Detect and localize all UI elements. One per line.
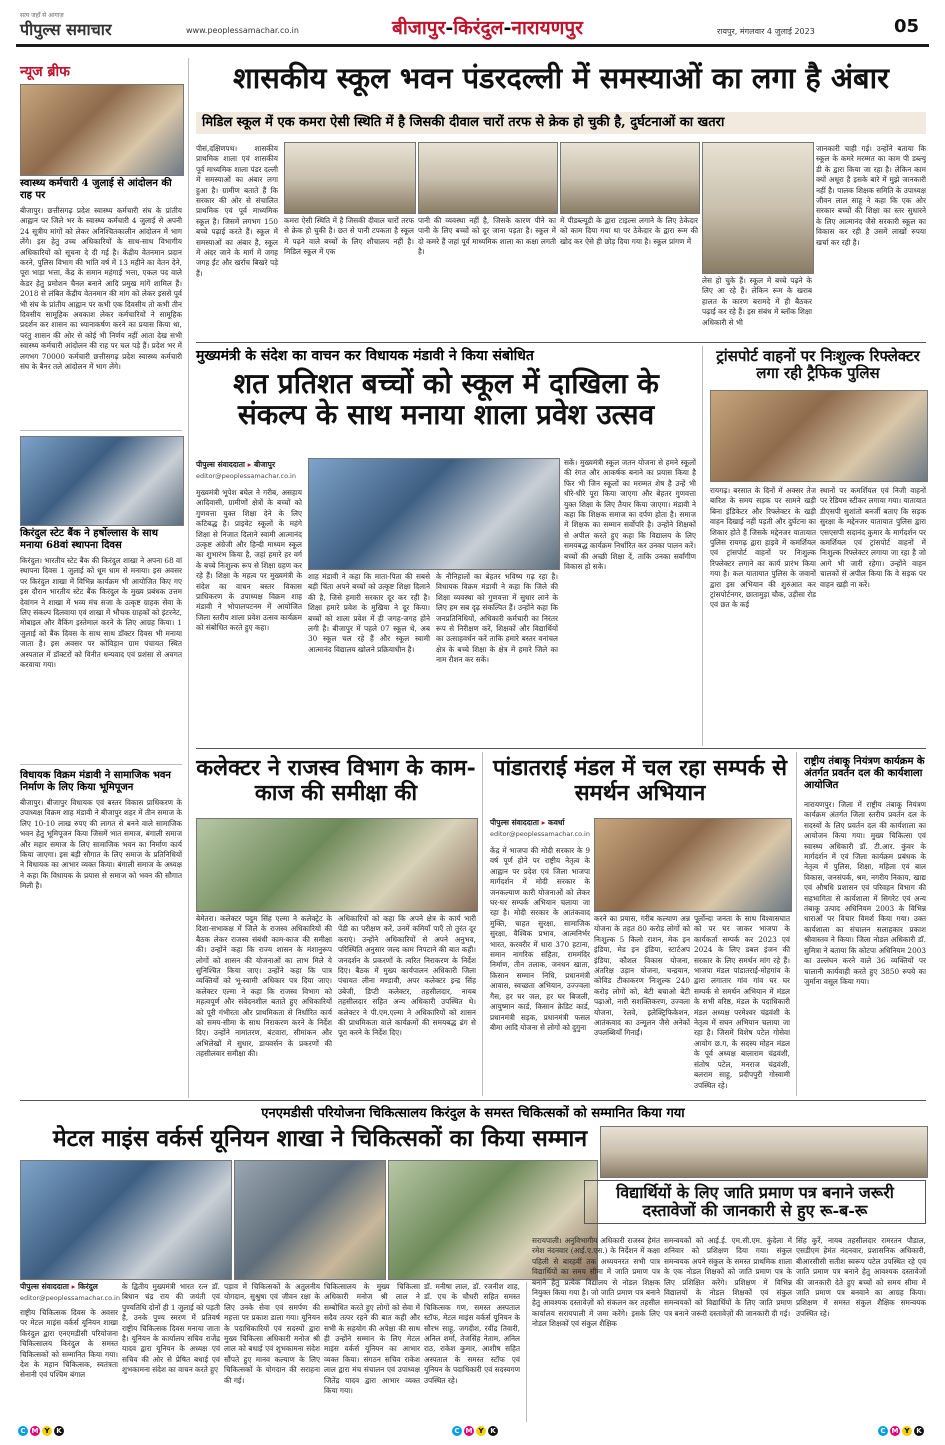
nmdc-photo-2	[234, 1160, 386, 1280]
lead-deck: मिडिल स्कूल में एक कमरा ऐसी स्थिति में है जिसकी दीवाल चारों तरफ से क्रेक हो चुकी है, दुर्घटनाओं का खतरा	[196, 112, 926, 134]
nmdc-headline: मेटल माइंस वर्कर्स यूनियन शाखा ने चिकित्सकों का किया सम्मान	[52, 1125, 588, 1152]
utsav-photo	[308, 458, 560, 570]
jati-col-1: सरायपाली। अनुविभागीय अधिकारी राजस्व हेमंत रमेश नंदनवार (आई.ए.एस.) के निर्देशन में कक्षा पहिली से बारहवीं तक अध्ययनरत सभी पात्र विद्यार्थियों का समय सीमा में जाति प्रमाण पत्र बनाने हेतु प्रत्येक विद्यालय से नोडल शिक्षक नियुक्त किया गया है। जो जाति प्रमाण पत्र बनाने हेतु आवश्यक दस्तावेज़ों को संकलन कर तहसील कार्यालय सरायपाली में जमा करेंगे। इसके लिए नोडल शिक्षकों एवं संकुल शैक्षिक	[532, 1236, 660, 1329]
nmdc-col-5: डॉ. मनीषा लाल, डॉ. रजनीश शाह, डॉ. एच के चौधरी सहित समस्त चिकित्सक गण, समस्त अस्पताल स्टॉफ, मेटल माइंस वर्कर्स यूनियन के सौरभ साहू, जगदीश, रवींद्र तिवारी, अनिल शर्मा, तेजसिंह नेताम, अनिल राठ, राकेश कुमार, आशीष सहित अस्पताल के समस्त स्टॉफ एवं यूनियन के पदाधिकारी एवं सदस्यगण उपस्थित रहे।	[424, 1282, 520, 1385]
traffic-col-2: स्थानों पर कमर्शियल एवं निजी वाहनों पर रेडियम स्टीकर लगाया गया। यातायात डीएसपी सुशांतो बनर्जी बताए कि सड़क सुरक्षा के मद्देनजर यातायात पुलिस द्वारा एसएसपी सदानंद कुमार के मार्गदर्शन पर कमर्शियल एवं ट्रांसपोर्ट वाहनों में निःशुल्क रिफ्लेक्टर लगाया जा रहा है जो आगे भी जारी रहेगा। उन्होंने वाहन चालकों से अपील किया कि वे सड़क पर वाहन खड़ी ना करें।	[820, 486, 926, 589]
brief-1-text: बीजापुर। छत्तीसगढ़ प्रदेश स्वास्थ्य कर्मचारी संघ के प्रांतीय आह्वान पर जिले भर के स्वास्थ्य कर्मचारी 4 जुलाई से अपनी 24 सूत्रीय मांगों को लेकर अनिश्चितकालीन आंदोलन में भाग लेंगे। इस हेतु उच्च अधिकारियों के साथ-साथ विभागीय अधिकारियों को सूचना दे दी गई है। केंद्रीय वेतनमान प्रदान करने, पुलिस विभाग की भांति वर्ष में 13 महीने का वेतन देने, पूरा भाड़ा भत्ता, केंद्र के समान महंगाई भत्ता, एकल पद वाले केडर हेतु प्रमोशन चैनल बनाने आदि प्रमुख मांगें शामिल हैं। 2018 से लंबित केंद्रीय वेतनमान की मांग को लेकर इससे पूर्व भी संघ के प्रांतीय आह्वान पर कभी एक दिवसीय तो कभी तीन दिवसीय सामूहिक अवकाश लेकर कर्मचारियों ने सामूहिक प्रदर्शन कर शासन का ध्यानाकर्षण करने का प्रयास किया था, परंतु शासन की ओर से कोई भी निर्णय नहीं आता देख सभी स्वास्थ्य कर्मचारी आंदोलन की राह पर चल पड़े हैं। प्रदेश भर में लगभग 70000 कर्मचारी छत्तीसगढ़ प्रदेश स्वास्थ्य कर्मचारी संघ के बैनर तले आंदोलन में भाग लेंगे।	[20, 206, 182, 372]
utsav-col-2: शाह मंडावी ने कहा कि माता-पिता की सबसे बड़ी चिंता अपने बच्चों को उत्कृष्ट शिक्षा दिलाने की है, जिसे हमारी सरकार दूर कर रही है। शिक्षा हमारे प्रवेश के मुखिया ने दूर किया। बच्चों को शाला प्रवेश में ही जगह-जगह होने लगी है। बीजापुर में पहले 07 स्कूल थे, अब 30 स्कूल चल रहे हैं और स्कूल स्वामी आत्मानंद विद्यालय खोलने प्रक्रियाधीन है।	[308, 572, 430, 654]
collector-col-2: अधिकारियों को कहा कि अपने क्षेत्र के कार्य भारी पेंडी का परीक्षण करें, उनमें कमियाँ पाएँ तो तुरंत दूर कराएं। उन्होंने अधिकारियों से अपने अनुभव, परिस्थिति अनुसार जल्द काम निपटाने की बात कही। जनदर्शन के प्रकरणों के त्वरित निराकरण के निर्देश दिए। बैठक में मुख्य कार्यपालन अधिकारी जिला पंचायत लीना मण्डावी, अपर कलेक्टर इन्द्र सिंह उबेजी, डिप्टी कलेक्टर, तहसीलदार, नायब तहसीलदार सहित अन्य अधिकारी उपस्थित थे। कलेक्टर ने पी.एम.एल्मा ने अधिकारियों को शासन की प्राथमिकता वाले कार्यक्रमों की समयबद्ध ढंग से पूरा करने के निर्देश दिए।	[338, 914, 476, 1038]
cmyk-k-icon: K	[54, 1426, 64, 1436]
lead-headline: शासकीय स्कूल भवन पंडरदल्ली में समस्याओं का लगा है अंबार	[233, 61, 889, 95]
sampark-byline	[490, 818, 564, 828]
mid-rule	[196, 748, 926, 749]
column-rule-left	[188, 58, 189, 1098]
edition-part3: नारायणपुर	[511, 17, 583, 39]
cmyk-m-icon: M	[31, 1427, 39, 1435]
utsav-byline-place: बीजापुर	[253, 460, 276, 469]
sampark-byline-place: कवर्धा	[547, 818, 565, 827]
lead-photo-4	[702, 142, 814, 274]
brief-photo-2	[20, 436, 184, 526]
column-rule-jati	[526, 1282, 527, 1422]
lead-col-2: कमरा ऐसी स्थिति में है जिसकी दीवाल चारों तरफ से क्रेक हो चुकी है। छत से पानी टपकता है स्कूल में पढ़ने वाले बच्चों के लिए शौचालय नहीं है। मिडिल स्कूल में एक	[284, 216, 414, 257]
brief-2-title: किरंदुल स्टेट बैंक ने हर्षोल्लास के साथ मनाया 68वां स्थापना दिवस	[20, 528, 158, 551]
cmyk-m-icon: M	[891, 1427, 899, 1435]
registration-mark-left	[18, 1426, 64, 1436]
cmyk-c-icon: C	[18, 1426, 28, 1436]
narayanpur-text: नारायणपुर। जिला में राष्ट्रीय तंबाकू नियंत्रण कार्यक्रम अंतर्गत जिला स्तरीय प्रवर्तन दल के सदस्यों के लिए प्रवर्तन दल की कार्यशाला का आयोजन किया गया। मुख्य चिकित्सा एवं स्वास्थ्य अधिकारी डॉ. टी.आर. कुंवर के मार्गदर्शन में एवं जिला कार्यक्रम प्रबंधक के नेतृत्व में पुलिस, शिक्षा, महिला एवं बाल विकास, जनसंपर्क, श्रम, नगरीय निकाय, खाद्य एवं औषधि प्रशासन एवं परिवहन विभाग की सहभागिता से कार्यशाला में सिगरेट एवं अन्य तंबाकू उत्पाद अधिनियम 2003 के विभिन्न धाराओं पर विचार विमर्श किया गया। उक्त कार्यशाला का संचालन सलाहकार प्रकाश श्रीवास्तव ने किया। जिला नोडल अधिकारी डॉ. सुमित्रा ने बताया कि कोटपा अधिनियम 2003 का उल्लंघन करने वाले 36 व्यक्तियों पर चालानी कार्यवाही करते हुए 3850 रुपये का जुर्माना वसूल किया गया।	[804, 800, 926, 986]
cmyk-c-icon: C	[452, 1426, 462, 1436]
utsav-col-3: के नौनिहालों का बेहतर भविष्य गढ़ रहा है। विधायक विक्रम मंडावी ने कहा कि जिले की शिक्षा व्यवस्था को गुणवत्ता में सुधार लाने के लिए हम सब दृढ़ संकल्पित हैं। उन्होंने कहा कि जनप्रतिनिधियों, अधिकारी कर्मचारी का निरंतर रूप से निरीक्षण करें, शिक्षकों और विद्यार्थियों का उत्साहवर्धन करें ताकि हमारे बस्तर वनांचल क्षेत्र के बच्चे शिक्षा के क्षेत्र में हमारे जिले का नाम रौशन कर सकें।	[436, 572, 558, 665]
utsav-kicker: मुख्यमंत्री के संदेश का वाचन कर विधायक मंडावी ने किया संबोधित	[196, 348, 534, 364]
jati-col-3: सिंह कुर्रे, नायब तहसीलदार रामरतन पौडाल, एसडीएम हेमंत नंदनवार, प्रशासनिक अधिकारी, बीआरसीसी सतीश स्वरूप पटेल उपस्थित रहे एवं जाति प्रमाण पत्र बनाने हेतु आवश्यक दस्तावेजों की जानकारी देते हुए बच्चों को समय सीमा में जाति प्रमाण पत्र बनवाने का आग्रह किया। प्रशिक्षण में समस्त संकुल शैक्षिक समन्वयक उपस्थित रहे।	[796, 1236, 926, 1318]
jati-headline: विद्यार्थियों के लिए जाति प्रमाण पत्र बनाने जरूरी दस्तावेजों की जानकारी से हुए रू-ब-रू	[584, 1180, 926, 1224]
sampark-headline: पांडातराई मंडल में चल रहा सम्पर्क से समर्थन अभियान	[492, 755, 788, 806]
cmyk-k-icon: K	[488, 1426, 498, 1436]
nmdc-byline	[20, 1282, 98, 1292]
collector-headline: कलेक्टर ने राजस्व विभाग के काम-काज की समीक्षा की	[196, 755, 476, 806]
jati-photo	[600, 1126, 928, 1178]
jati-col-2: समन्वयकों को आई.ई. एम.सी.एम. कुंदेला में शनिवार को प्रशिक्षण दिया गया। संकुल समन्वयक अपने संकुल के समस्त प्राथमिक शाला के एक नोडल शिक्षकों को जाति प्रमाण पत्र के लिए प्रशिक्षित करेंगे। प्रशिक्षण में विभिन्न विद्यालयों के नोडल शिक्षकों एवं संकुल समन्वयकों को विद्यार्थियों के लिए जाति प्रमाण पत्र बनाने जरूरी दस्तावेज़ों की जानकारी दी गई।	[664, 1236, 792, 1318]
sampark-photo	[594, 818, 792, 912]
masthead-rule	[16, 44, 929, 47]
edition-separator-1: -	[445, 17, 454, 39]
traffic-headline: ट्रांसपोर्ट वाहनों पर निःशुल्क रिफ्लेक्टर लगा रही ट्रैफिक पुलिस	[716, 347, 920, 382]
column-rule-traffic	[702, 346, 703, 746]
brief-divider-2	[20, 764, 182, 765]
utsav-byline-name: पीपुल्स संवाददाता	[196, 460, 245, 469]
nmdc-col-4: चिकित्सालय के मुख्य चिकित्सा अधिकारी मनोज श्री लाल ने सम्बोधित करते हुए लोगों को सेवा में सदैव तत्पर रहने की बात कही और सभी के सहयोग की अपेक्षा की साथ ही उन्होंने सम्मान के लिए मेटल माइंस वर्कर्स यूनियन का आभार व्यक्त किया। संगठन सचिव राकेश लाल द्वारा मंच संचालन एवं उपाध्यक्ष जितेंद्र यादव द्वारा आभार व्यक्त किया गया।	[324, 1282, 420, 1396]
lead-col-4: में पीडब्ल्यूडी के द्वारा टाइल्स लगाने के लिए ठेकेदार को काम दिया गया था पर ठेकेदार के द्वारा रूम की खोद कर ऐसे ही छोड़ दिया गया है। स्कूल प्रांगण में	[560, 216, 698, 246]
edition-part2: किरंदुल	[453, 17, 504, 39]
sampark-email: editor@peoplessamachar.co.in	[490, 830, 590, 838]
collector-photo	[196, 818, 478, 912]
collector-col-1: बेमेतरा। कलेक्टर पदुम सिंह एल्मा ने कलेक्ट्रेट के दिशा-सभाकक्ष में जिले के राजस्व अधिकारियों की बैठक लेकर राजस्व संबंधी काम-काज की समीक्षा की। उन्होंने कहा कि राज्य शासन के मंशानुरूप लोगों को शासन की योजनाओं का लाभ मिले ये सुनिश्चित किया जाए। उन्होंने कहा कि पात्र व्यक्तियों को भू-स्वामी अधिकार पत्र दिया जाए। कलेक्टर एल्मा ने कहा कि राजस्व विभाग को महत्वपूर्ण और संवेदनशील बताते हुए अधिकारियों को पूरी गंभीरता और प्राथमिकता से निर्धारित कार्य को समय-सीमा के साथ निराकरण करने के निर्देश दिए। उन्होंने नामांतरण, बंटवारा, सीमांकन और अभिलेखों में सुधार, डायवर्सन के प्रकरणों की तहसीलवार समीक्षा की।	[196, 914, 332, 1059]
column-rule-sampark	[482, 752, 483, 1096]
brief-photo-1	[20, 84, 184, 176]
narayanpur-headline: राष्ट्रीय तंबाकू नियंत्रण कार्यक्रम के अंतर्गत प्रवर्तन दल की कार्यशाला आयोजित	[804, 756, 925, 791]
nmdc-byline-name: पीपुल्स संवाददाता	[20, 1282, 69, 1291]
utsav-col-4: सकें। मुख्यमंत्री स्कूल जतन योजना से हमने स्कूलों की रंगत और आकर्षक बनाने का प्रयास किया है फिर भी जिन स्कूलों का मरम्मत शेष है उन्हें भी धीरे-धीरे पूरा किया जाएगा और बेहतर गुणवत्ता युक्त शिक्षा के लिए तैयार किया जाएगा। मंडावी ने कहा कि शिक्षक समाज का दर्पण होता है। समाज में शिक्षक का सम्मान सर्वोपरि है। उन्होंने शिक्षकों से अपील करते हुए कहा कि विद्यालय के लिए समयबद्ध कार्यक्रम निर्धारित कर उनका पालन करें। बच्चों की अच्छी शिक्षा दें, ताकि उनका सर्वांगीण विकास हो सके।	[564, 458, 696, 572]
lead-photo-2	[418, 142, 558, 214]
edition-title	[392, 14, 583, 40]
nmdc-photo-1	[20, 1160, 232, 1280]
traffic-photo	[710, 390, 928, 482]
lead-col-1: पीसं,दक्षिणपथ। शासकीय प्राथमिक शाला एवं शासकीय पूर्व माध्यमिक शाला पंडर दल्ली में समस्याओं का अंबार लगा हुआ है। ग्रामीण बताते हैं कि सरकार की ओर से संचालित प्राथमिक एवं पूर्व माध्यमिक स्कूल है। जिसमें लगभग 150 बच्चे पढ़ाई करते हैं। स्कूल में समस्याओं का अंबार है, स्कूल में अंदर जाने के मार्ग में जगह जगह ईंट और खर्राच बिखरे पड़े हैं।	[196, 144, 278, 278]
dateline: रायपुर, मंगलवार 4 जुलाई 2023	[717, 27, 815, 36]
sampark-col-1: केंद्र में भाजपा की मोदी सरकार के 9 वर्ष पूर्ण होने पर राष्ट्रीय नेतृत्व के आह्वान पर प्रदेश एवं जिला भाजपा मार्गदर्शन में मोदी सरकार के जनकल्याण कारी योजनाओं को लेकर घर-घर सम्पर्क अभियान चलाया जा रहा है। मोदी सरकार के आतंकवाद मुक्ति, चाहत सुरक्षा, सामाजिक सुरक्षा, वैश्विक प्रभाव, आत्मनिर्भर भारत, करवरीर में धारा 370 हटाना, समान नागरिक संहिता, राममंदिर निर्माण, तीन तलाक, जनधन खाता, किसान सम्मान निधि, प्रधानमंत्री आवास, स्वच्छता अभियान, उज्ज्वला गैस, हर घर जल, हर घर बिजली, आयुष्मान कार्ड, किसान क्रेडिट कार्ड, प्रधानमंत्री सड़क, प्रधानमंत्री फसल बीमा आदि योजना से लोगों को दुगुना	[490, 846, 590, 1032]
utsav-email: editor@peoplessamachar.co.in	[196, 472, 296, 480]
lead-col-6: जानकारी चाही गई। उन्होंने बताया कि स्कूल के कमरे मरम्मत का काम पी डब्ल्यू डी के द्वारा किया जा रहा है। लेकिन काम क्यों अधूरा है इसके बारे में मुझे जानकारी नहीं है। पालक शिक्षक समिति के उपाध्यक्ष जीवन लाल साहू ने कहा कि एक ओर सरकार बच्चों की शिक्षा का स्तर सुधारने के लिए आत्मानंद जैसे सरकारी स्कूल का विकास कर रही है उसमें लाखों रुपया खर्चा कर रही है।	[816, 144, 926, 247]
nmdc-col-2: के द्वितीय मुख्यमंत्री भारत रत्न डॉ. बिधान चंद्र राय की जयंती एवं पुण्यतिथि दोनों ही 1 जुलाई को पड़ती है, उनके पुण्य स्मरण में प्रतिवर्ष राष्ट्रीय चिकित्सक दिवस मनाया जाता है। यूनियन के कार्यालय सचिव राजेंद्र यादव द्वारा यूनियन के अध्यक्ष एवं सचिव की ओर से प्रेषित बधाई एवं शुभकामना संदेश का वाचन करते हुए	[122, 1282, 220, 1375]
cmyk-c-icon: C	[878, 1426, 888, 1436]
sampark-col-2: करने का प्रयास, गरीब कल्याण अन्न योजना के तहत 80 करोड़ लोगों को निःशुल्क 5 किलो राशन, मेक इन इंडिया, मेड इन इंडिया, स्टार्टअप इंडिया, कौशल विकास योजना, अंतरिक्ष उड़ान योजना, चन्द्रयान, कोविड टीकाकरण निःशुल्क 240 करोड़ लोगों को, बेटी बचाओ बेटी पढ़ाओ, नारी सशक्तिकरण, उज्वला योजना, रेलवे, इलेक्ट्रिफिकेशन, आतंकवाद का उन्मूलन जैसे अनेकों उपलब्धियाँ गिनाईं।	[594, 914, 690, 1038]
traffic-col-1: रायगढ़। बरसात के दिनों में अक्सर तेज बारिश के समय सड़क पर सामने खड़ी बिना इंडिकेटर और रिफ्लेक्टर के खड़ी वाहन दिखाई नहीं पड़ती और दुर्घटना का शिकार होते हैं जिसके मद्देनजर यातायात पुलिस रायगढ़ द्वारा हाइवे में कमर्शियल एवं ट्रांसपोर्ट वाहनों पर निःशुल्क रिफ्लेक्टर लगाने का कार्य प्रारंभ किया गया है। कल यातायात पुलिस के जवानों द्वारा इस अभियान की शुरुआत कर ट्रांसपोर्टनगर, छातामुड़ा चौक, उड़ीसा रोड एवं छत के कई	[710, 486, 816, 610]
nmdc-byline-place: किरंदुल	[77, 1282, 98, 1291]
registration-mark-center	[452, 1426, 498, 1436]
nmdc-col-3: पड़ाव में चिकित्सकों के अतुलनीय योगदान, सुश्रुषा एवं जीवन रक्षा के लिए उनके सेवा एवं समर्पण की महत्ता पर प्रकाश डाला गया। यूनियन के पदाधिकारियों एवं सदस्यों द्वारा मुख्य चिकित्सा अधिकारी मनोज श्री लाल को बधाई एवं शुभकामना संदेश सौंपते हुए मानव कल्याण के लिए चिकित्सकों के योगदान की सराहना की गई।	[224, 1282, 320, 1385]
nmdc-email: editor@peoplessamachar.co.in	[20, 1294, 120, 1302]
news-brief-heading: न्यूज ब्रीफ	[20, 64, 70, 80]
registration-mark-right	[878, 1426, 924, 1436]
cmyk-m-icon: M	[465, 1427, 473, 1435]
lead-photo-3	[560, 142, 700, 214]
brief-3-title: विधायक विक्रम मंडावी ने सामाजिक भवन निर्माण के लिए किया भूमिपूजन	[20, 770, 171, 793]
edition-part1: बीजापुर	[392, 17, 446, 39]
cmyk-k-icon: K	[914, 1426, 924, 1436]
sampark-col-3: पूर्लोन्दा जनता के साथ विश्वासघात को पर घर जाकर भाजपा के कार्यकर्ता सम्पर्क कर 2023 एवं 2024 के लिए डबल इंजन की सरकार के लिए समर्थन मांग रहे हैं। भाजपा मंडल पांडातराई-मोहगांव के द्वारा लगातार गांव गांव घर घर सम्पर्क से समर्थन अभियान में मंडल के सभी वरिष्ठ, मंडल के पदाधिकारी मंडल अध्यक्ष परमेश्वर चंद्रवंशी के नेतृत्व में सघन अभियान चलाया जा रहा है। जिसमें विशेष पटेल गोसेवा आयोग छ.ग, के सदस्य मोहन मंडल के पूर्व अध्यक्ष बालाराम चंद्रवंशी, संतोष पटेल, मनराज चंद्रवंशी, बलराम साहू, प्रदीपपुरी गोस्वामी उपस्थित रहे।	[694, 914, 790, 1090]
brief-1-title: स्वास्थ्य कर्मचारी 4 जुलाई से आंदोलन की राह पर	[20, 178, 172, 201]
sampark-byline-name: पीपुल्स संवाददाता	[490, 818, 539, 827]
edition-separator-2: -	[503, 17, 512, 39]
logo-tagline: सत्य जहाँ से आगाज़	[20, 12, 64, 19]
nmdc-kicker: एनएमडीसी परियोजना चिकित्सालय किरंदुल के समस्त चिकित्सकों को सम्मानित किया गया	[261, 1106, 685, 1121]
utsav-col-1: मुख्यमंत्री भूपेश बघेल ने गरीब, असहाय आदिवासी, ग्रामीणों क्षेत्रों के बच्चों को गुणवत्ता युक्त शिक्षा देने के लिए कटिबद्ध है। प्राइवेट स्कूलों के महंगे शिक्षा से निजात दिलाने स्वामी आत्मानंद उत्कृष्ट अंग्रेजी और हिन्दी माध्यम स्कूल का शुभारंभ किया है, जहां हमारे हर वर्ग के बच्चे निःशुल्क रूप से शिक्षा ग्रहण कर रहे हैं। शिक्षा के महत्व पर मुख्यमंत्री के संदेश का वाचन बस्तर विकास प्राधिकरण के उपाध्यक्ष विक्रम शाह मंडावी ने भोपालपटनम में आयोजित जिला स्तरीय शाला प्रवेश उत्सव कार्यक्रम को संबोधित करते हुए कहा।	[196, 488, 302, 633]
lower-rule	[20, 1100, 926, 1101]
cmyk-y-icon: Y	[42, 1426, 52, 1436]
masthead-logo	[20, 12, 112, 40]
lead-col-3: पानी की व्यवस्था नहीं है, जिसके कारण पीने का पानी के लिए बच्चों को दूर जाना पड़ता है। स्कूल में दो कमरे हैं जहां पूर्व माध्यमिक शाला का कक्षा लगती है।	[418, 216, 556, 257]
page-number: 05	[894, 16, 920, 37]
utsav-headline: शत प्रतिशत बच्चों को स्कूल में दाखिला के संकल्प के साथ मनाया शाला प्रवेश उत्सव	[233, 367, 659, 432]
cmyk-y-icon: Y	[476, 1426, 486, 1436]
brief-divider-1	[20, 430, 182, 431]
brief-2-text: किरंदुल। भारतीय स्टेट बैंक की किरंदुल शाखा ने अपना 68 वां स्थापना दिवस 1 जुलाई को धूम धाम से मनाया। इस अवसर पर किरंदुल शाखा में विभिन्न कार्यक्रम भी आयोजित किए गए इस दौरान भारतीय स्टेट बैंक किरंदुल के मुख्य प्रबंधक उत्तम देवांगन ने शाखा में भव्य मंच सजा के उत्कृष्ट ग्राहक सेवा के लिए संकल्प दिलवाया एवं शाखा में भौचक ग्राहकों को इंटरनेट, मोबाइल और वैकिंग इस्तेमाल करने के लिए आग्रह किया। 1 जुलाई को बैंक दिवस के साथ साथ डॉक्टर दिवस भी मनाया जाता है। इस अवसर पर कोविड़ान ग्राम पंचायत स्थित अस्पताल में डॉक्टरों को विनीत धन्यवाद एवं प्रशंसा से अवगत करवाया गया।	[20, 556, 182, 670]
column-rule-narayanpur	[796, 752, 797, 1096]
lead-bottom-rule	[196, 342, 926, 343]
logo-text: पीपुल्स समाचार	[20, 20, 112, 39]
location-pin-icon: ▸	[247, 460, 252, 469]
location-pin-icon: ▸	[541, 818, 546, 827]
lead-photo-1	[284, 142, 416, 214]
lead-col-5: लेस हो चुके हैं। स्कूल में बच्चे पढ़ने के लिए आ रहे हैं। लेकिन रूम के खराब हालत के कारण बरामदे में ही बैठकर पढ़ाई कर रहे हैं। इस संबंध में ब्लॉक शिक्षा अधिकारी से भी	[702, 276, 812, 327]
masthead-url: www.peoplessamachar.co.in	[186, 26, 299, 35]
cmyk-y-icon: Y	[902, 1426, 912, 1436]
location-pin-icon: ▸	[71, 1282, 76, 1291]
nmdc-col-1: राष्ट्रीय चिकित्सक दिवस के अवसर पर मेटल माइंस वर्कर्स यूनियन शाखा किरंदुल द्वारा एनएमडीसी परियोजना चिकित्सालय किरंदुल के समस्त चिकित्सकों को सम्मानित किया गया। देश के महान चिकित्सक, स्वतंत्रता सेनानी एवं पश्चिम बंगाल	[20, 1308, 118, 1380]
brief-3-text: बीजापुर। बीजापुर विधायक एवं बस्तर विकास प्राधिकरण के उपाध्यक्ष विक्रम शाह मंडावी ने बीजापुर शहर में तीन समाज के लिए 10-10 लाख रुपए की लागत से बनने वाले सामाजिक भवन हेतु भूमिपूजन किया जिसमें भात समाज, बंगाली समाज और महार समाज के लिए सामाजिक भवन का निर्माण कार्य किया जाएगा। इस बड़ी सौगात के लिए समाज के प्रतिनिधियों ने विधायक का आभार व्यक्त किया। बंगाली समाज के अध्यक्ष ने कहा कि विधायक के प्रयास से समाज को भवन की सौगात मिली है।	[20, 798, 182, 891]
